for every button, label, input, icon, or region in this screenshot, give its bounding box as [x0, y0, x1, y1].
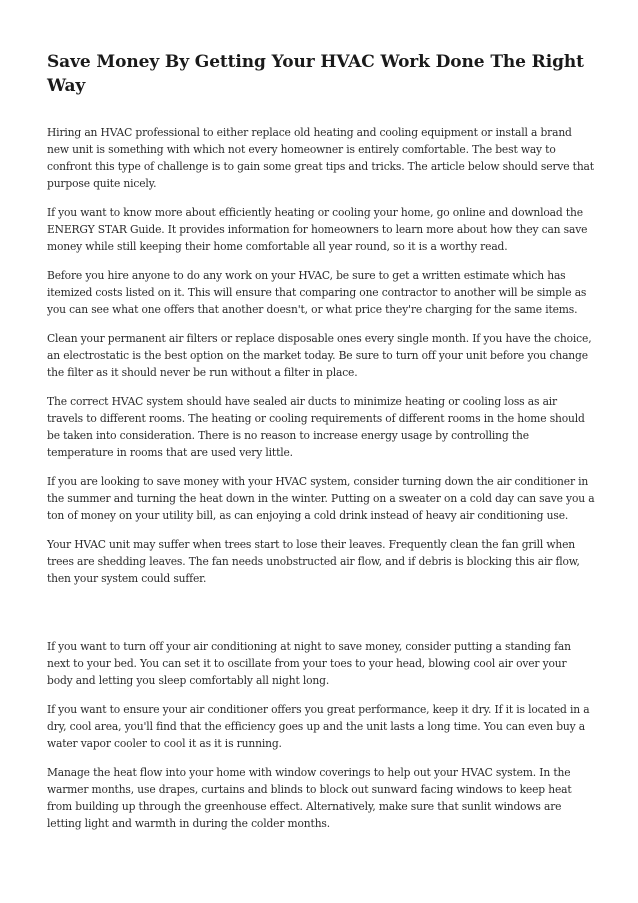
- document-title: Save Money By Getting Your HVAC Work Done The Right Way: [47, 52, 584, 96]
- document-page: [47, 50, 595, 844]
- paragraph: If you are looking to save money with your HVAC system, consider turning down the air conditioner in the summer and turning the heat down in the winter. Putting on a sweater on a cold day can save you a ton of money on your utility bill, as can enjoying a cold drink instead of heavy air conditioning use.: [47, 475, 595, 522]
- paragraph: If you want to turn off your air conditioning at night to save money, consider putting a standing fan next to your bed. You can set it to oscillate from your toes to your head, blowing cool air over your body and letting you sleep comfortably all night long.: [47, 640, 571, 687]
- paragraph: Before you hire anyone to do any work on your HVAC, be sure to get a written estimate which has itemized costs listed on it. This will ensure that comparing one contractor to another will be simple as you can see what one offers that another doesn't, or what price they're charging for the same items.: [47, 269, 587, 316]
- paragraph: Your HVAC unit may suffer when trees start to lose their leaves. Frequently clean the fan grill when trees are shedding leaves. The fan needs unobstructed air flow, and if debris is blocking this air flow, then your system could suffer.: [47, 538, 580, 585]
- paragraph: If you want to ensure your air conditioner offers you great performance, keep it dry. If it is located in a dry, cool area, you'll find that the efficiency goes up and the unit lasts a long time. You can even buy a water vapor cooler to cool it as it is running.: [47, 703, 590, 750]
- paragraph: Clean your permanent air filters or replace disposable ones every single month. If you have the choice, an electrostatic is the best option on the market today. Be sure to turn off your unit before you change the filter as it should never be run without a filter in place.: [47, 332, 592, 379]
- paragraph: Hiring an HVAC professional to either replace old heating and cooling equipment or install a brand new unit is something with which not every homeowner is entirely comfortable. The best way to confront this type of challenge is to gain some great tips and tricks. The article below should serve that purpose quite nicely.: [47, 126, 594, 190]
- blank-spacer: [47, 599, 595, 638]
- paragraph: The correct HVAC system should have sealed air ducts to minimize heating or cooling loss as air travels to different rooms. The heating or cooling requirements of different rooms in the home should be taken into consideration. There is no reason to increase energy usage by controlling the temperature in rooms that are used very little.: [47, 395, 585, 459]
- paragraph: If you want to know more about efficiently heating or cooling your home, go online and download the ENERGY STAR Guide. It provides information for homeowners to learn more about how they can save money while still keeping their home comfortable all year round, so it is a worthy read.: [47, 206, 588, 253]
- paragraph: Manage the heat flow into your home with window coverings to help out your HVAC system. In the warmer months, use drapes, curtains and blinds to block out sunward facing windows to keep heat from building up through the greenhouse effect. Alternatively, make sure that sunlit windows are letting light and warmth in during the colder months.: [47, 766, 572, 830]
